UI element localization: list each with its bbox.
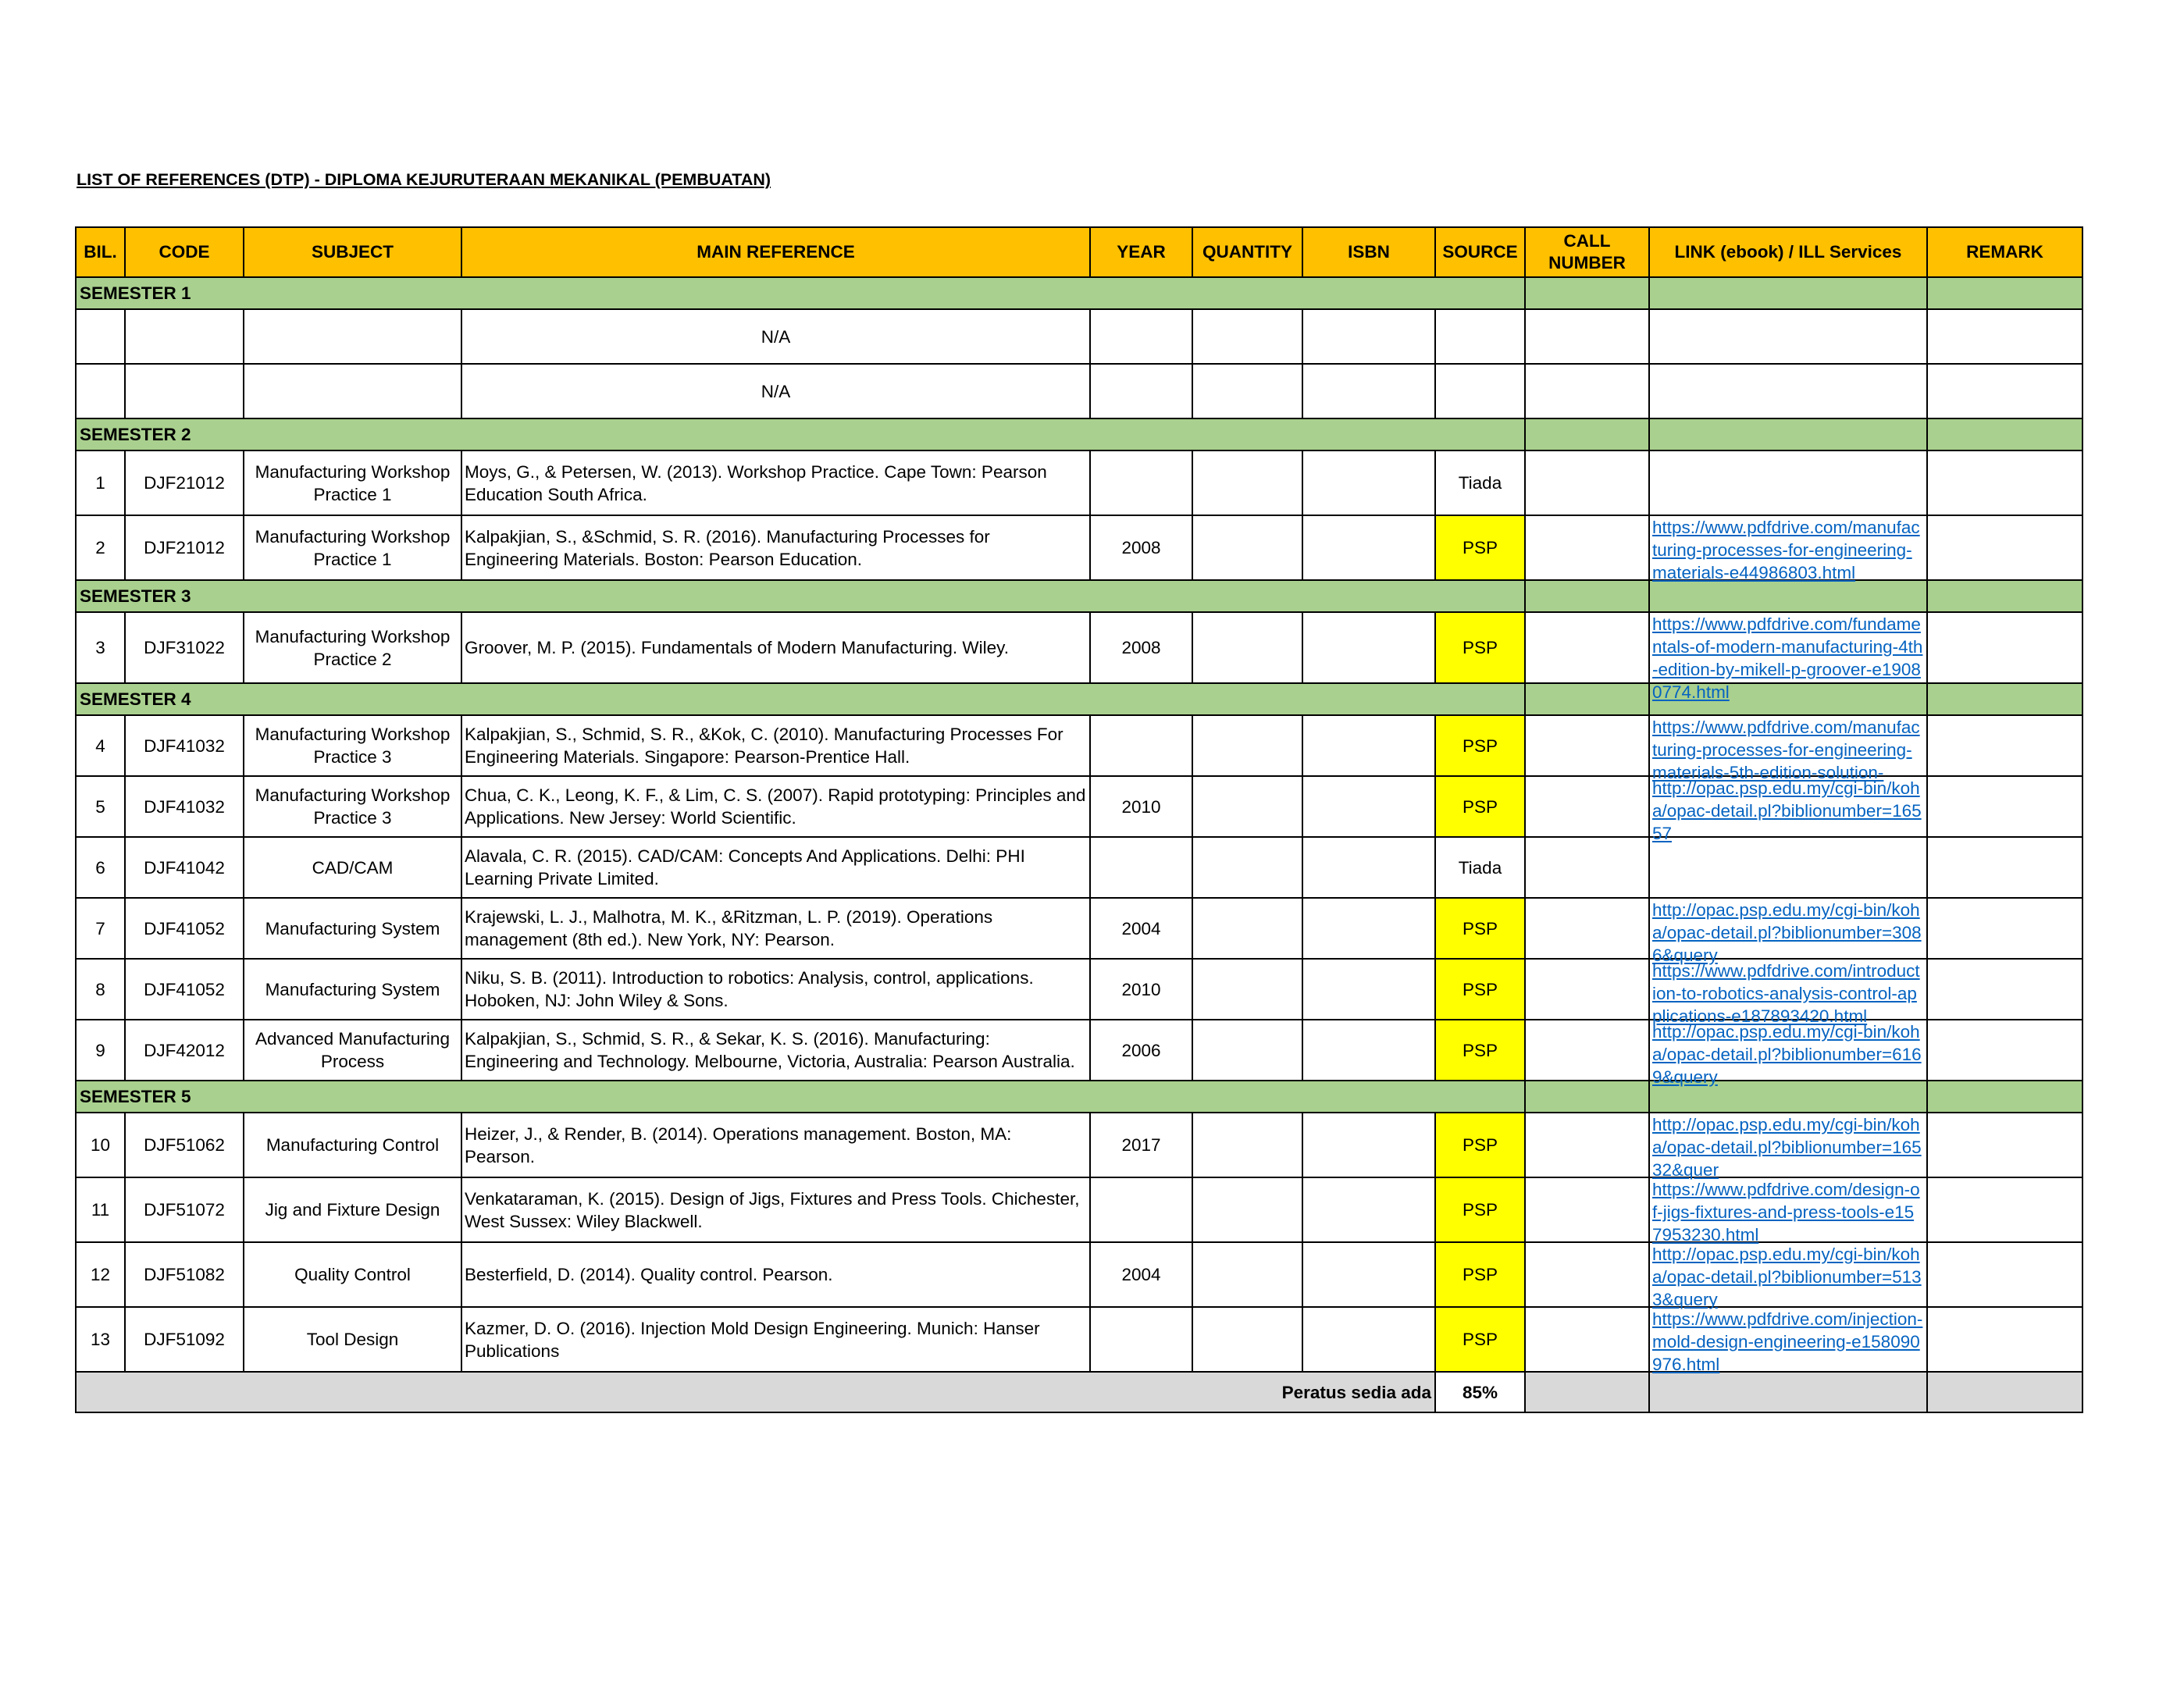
quantity-cell [1192,309,1302,364]
quantity-cell [1192,1177,1302,1242]
semester-label: SEMESTER 1 [76,277,1525,309]
table-row [76,1020,2082,1081]
footer-label: Peratus sedia ada [76,1372,1435,1412]
semester-blank-cell [1927,277,2082,309]
semester-blank-cell [1525,580,1649,612]
table-row [76,1307,2082,1372]
call-number-cell [1525,776,1649,837]
main-reference-cell: Niku, S. B. (2011). Introduction to robotics: Analysis, control, applications. Hoboken, NJ: John Wiley & Sons. [461,959,1090,1020]
semester-blank-cell [1927,418,2082,450]
quantity-cell [1192,450,1302,515]
isbn-cell [1302,837,1435,898]
link-cell [1649,450,1927,515]
code-cell: DJF42012 [125,1020,244,1081]
ebook-link[interactable]: http://opac.psp.edu.my/cgi-bin/koha/opac-detail.pl?biblionumber=3086&query [1652,900,1922,965]
header-code: CODE [125,227,244,277]
ebook-link[interactable]: http://opac.psp.edu.my/cgi-bin/koha/opac-detail.pl?biblionumber=16532&quer [1652,1115,1922,1180]
link-cell[interactable] [1649,612,1927,702]
ebook-link[interactable]: https://www.pdfdrive.com/manufacturing-processes-for-engineering-materials-5th-edition-solution- [1652,718,1920,782]
subject-cell: Manufacturing Workshop Practice 2 [244,612,461,683]
source-cell: PSP [1435,776,1525,837]
code-cell: DJF51062 [125,1113,244,1177]
year-cell: 2006 [1090,1020,1192,1081]
remark-cell [1927,612,2082,683]
link-cell[interactable] [1649,1242,1927,1307]
main-reference-cell: Kalpakjian, S., Schmid, S. R., & Sekar, K. S. (2016). Manufacturing: Engineering and Technology. Melbourne, Victoria, Australia: Pearson Australia. [461,1020,1090,1081]
ebook-link[interactable]: https://www.pdfdrive.com/design-of-jigs-fixtures-and-press-tools-e157953230.html [1652,1180,1920,1245]
quantity-cell [1192,776,1302,837]
header-subject: SUBJECT [244,227,461,277]
semester-blank-cell [1927,1081,2082,1113]
subject-cell: Advanced Manufacturing Process [244,1020,461,1081]
code-cell: DJF51072 [125,1177,244,1242]
bil-cell: 12 [76,1242,125,1307]
ebook-link[interactable]: https://www.pdfdrive.com/introduction-to-robotics-analysis-control-applications-e187893420.html [1652,961,1920,1026]
subject-cell: Tool Design [244,1307,461,1372]
main-reference-cell: Alavala, C. R. (2015). CAD/CAM: Concepts And Applications. Delhi: PHI Learning Private Limited. [461,837,1090,898]
table-row [76,1113,2082,1177]
table-row [76,1242,2082,1307]
quantity-cell [1192,715,1302,776]
quantity-cell [1192,364,1302,418]
year-cell [1090,1307,1192,1372]
code-cell: DJF21012 [125,450,244,515]
year-cell [1090,837,1192,898]
table-row [76,776,2082,837]
bil-cell: 8 [76,959,125,1020]
semester2-row [76,418,2082,450]
subject-cell: Manufacturing Workshop Practice 3 [244,715,461,776]
semester-blank-cell [1525,418,1649,450]
year-cell [1090,1177,1192,1242]
call-number-cell [1525,898,1649,959]
bil-cell: 3 [76,612,125,683]
call-number-cell [1525,1242,1649,1307]
table-row [76,309,2082,364]
bil-cell [76,309,125,364]
ebook-link[interactable]: https://www.pdfdrive.com/injection-mold-design-engineering-e158090976.html [1652,1309,1923,1374]
main-reference-cell: Krajewski, L. J., Malhotra, M. K., &Ritzman, L. P. (2019). Operations management (8th ed.). New York, NY: Pearson. [461,898,1090,959]
remark-cell [1927,1020,2082,1081]
table-row [76,515,2082,580]
year-cell: 2017 [1090,1113,1192,1177]
link-cell[interactable] [1649,1307,1927,1372]
year-cell: 2010 [1090,776,1192,837]
header-link: LINK (ebook) / ILL Services [1649,227,1927,277]
main-reference-cell: Kalpakjian, S., &Schmid, S. R. (2016). Manufacturing Processes for Engineering Materials. Boston: Pearson Education. [461,515,1090,580]
link-cell[interactable] [1649,776,1927,843]
remark-cell [1927,1307,2082,1372]
source-cell [1435,309,1525,364]
bil-cell: 9 [76,1020,125,1081]
link-cell[interactable] [1649,1177,1927,1245]
header-isbn: ISBN [1302,227,1435,277]
year-cell: 2008 [1090,515,1192,580]
main-reference-cell: Kalpakjian, S., Schmid, S. R., &Kok, C. (2010). Manufacturing Processes For Engineering Materials. Singapore: Pearson-Prentice Hall. [461,715,1090,776]
source-cell: PSP [1435,1242,1525,1307]
ebook-link[interactable]: https://www.pdfdrive.com/fundamentals-of-modern-manufacturing-4th-edition-by-mikell-p-groover-e19080774.html [1652,614,1923,702]
call-number-cell [1525,515,1649,580]
footer-blank [1525,1372,1649,1412]
call-number-cell [1525,1113,1649,1177]
semester-label: SEMESTER 5 [76,1081,1525,1113]
call-number-cell [1525,1307,1649,1372]
remark-cell [1927,776,2082,837]
semester-blank-cell [1649,277,1927,309]
table-row [76,450,2082,515]
code-cell: DJF21012 [125,515,244,580]
isbn-cell [1302,898,1435,959]
ebook-link[interactable]: http://opac.psp.edu.my/cgi-bin/koha/opac-detail.pl?biblionumber=6169&query [1652,1022,1922,1087]
quantity-cell [1192,837,1302,898]
quantity-cell [1192,898,1302,959]
semester-blank-cell [1649,418,1927,450]
source-cell: PSP [1435,959,1525,1020]
code-cell: DJF41032 [125,776,244,837]
header-source: SOURCE [1435,227,1525,277]
quantity-cell [1192,1113,1302,1177]
main-reference-cell: Kazmer, D. O. (2016). Injection Mold Design Engineering. Munich: Hanser Publications [461,1307,1090,1372]
semester-label: SEMESTER 4 [76,683,1525,715]
call-number-cell [1525,959,1649,1020]
call-number-cell [1525,309,1649,364]
main-reference-cell: Groover, M. P. (2015). Fundamentals of Modern Manufacturing. Wiley. [461,612,1090,683]
quantity-cell [1192,515,1302,580]
table-row [76,898,2082,959]
year-cell [1090,364,1192,418]
subject-cell: Manufacturing System [244,898,461,959]
table-row [76,612,2082,683]
bil-cell [76,364,125,418]
main-reference-cell: N/A [461,309,1090,364]
source-cell: PSP [1435,515,1525,580]
ebook-link[interactable]: http://opac.psp.edu.my/cgi-bin/koha/opac-detail.pl?biblionumber=16557 [1652,778,1922,843]
link-cell [1649,837,1927,898]
isbn-cell [1302,1242,1435,1307]
source-cell: PSP [1435,1307,1525,1372]
subject-cell: Manufacturing Control [244,1113,461,1177]
subject-cell: Quality Control [244,1242,461,1307]
link-cell [1649,309,1927,364]
code-cell: DJF31022 [125,612,244,683]
isbn-cell [1302,309,1435,364]
code-cell: DJF41032 [125,715,244,776]
table-row [76,959,2082,1020]
reference-table [75,226,2083,1413]
call-number-cell [1525,612,1649,683]
header-main-reference: MAIN REFERENCE [461,227,1090,277]
ebook-link[interactable]: https://www.pdfdrive.com/manufacturing-processes-for-engineering-materials-e44986803.html [1652,518,1920,582]
code-cell: DJF51092 [125,1307,244,1372]
code-cell: DJF41052 [125,959,244,1020]
subject-cell [244,364,461,418]
isbn-cell [1302,1177,1435,1242]
link-cell[interactable] [1649,959,1927,1026]
call-number-cell [1525,450,1649,515]
header-quantity: QUANTITY [1192,227,1302,277]
subject-cell: CAD/CAM [244,837,461,898]
bil-cell: 2 [76,515,125,580]
semester-blank-cell [1525,683,1649,715]
remark-cell [1927,515,2082,580]
source-cell: PSP [1435,612,1525,683]
remark-cell [1927,715,2082,776]
bil-cell: 4 [76,715,125,776]
semester-label: SEMESTER 2 [76,418,1525,450]
isbn-cell [1302,1020,1435,1081]
quantity-cell [1192,1020,1302,1081]
source-cell: Tiada [1435,450,1525,515]
header-bil: BIL. [76,227,125,277]
year-cell: 2008 [1090,612,1192,683]
remark-cell [1927,450,2082,515]
link-cell[interactable] [1649,1020,1927,1087]
remark-cell [1927,959,2082,1020]
remark-cell [1927,1177,2082,1242]
code-cell: DJF41052 [125,898,244,959]
link-cell[interactable] [1649,515,1927,580]
code-cell: DJF41042 [125,837,244,898]
year-cell: 2004 [1090,1242,1192,1307]
footer-blank [1649,1372,1927,1412]
source-cell: PSP [1435,1020,1525,1081]
bil-cell: 13 [76,1307,125,1372]
subject-cell: Manufacturing System [244,959,461,1020]
source-cell: PSP [1435,1177,1525,1242]
call-number-cell [1525,715,1649,776]
header-call-number: CALL NUMBER [1525,227,1649,277]
call-number-cell [1525,837,1649,898]
semester-blank-cell [1927,580,2082,612]
year-cell: 2004 [1090,898,1192,959]
call-number-cell [1525,364,1649,418]
semester3-row [76,580,2082,612]
link-cell[interactable] [1649,1113,1927,1180]
main-reference-cell: N/A [461,364,1090,418]
year-cell [1090,450,1192,515]
document-title: LIST OF REFERENCES (DTP) - DIPLOMA KEJURUTERAAN MEKANIKAL (PEMBUATAN) [77,170,771,189]
table-row [76,715,2082,776]
call-number-cell [1525,1020,1649,1081]
footer-row [76,1372,2082,1412]
bil-cell: 11 [76,1177,125,1242]
main-reference-cell: Moys, G., & Petersen, W. (2013). Workshop Practice. Cape Town: Pearson Education South Africa. [461,450,1090,515]
main-reference-cell: Heizer, J., & Render, B. (2014). Operations management. Boston, MA: Pearson. [461,1113,1090,1177]
isbn-cell [1302,776,1435,837]
semester-blank-cell [1525,1081,1649,1113]
semester4-row [76,683,2082,715]
main-reference-cell: Besterfield, D. (2014). Quality control. Pearson. [461,1242,1090,1307]
isbn-cell [1302,612,1435,683]
footer-blank [1927,1372,2082,1412]
header-year: YEAR [1090,227,1192,277]
subject-cell: Manufacturing Workshop Practice 1 [244,515,461,580]
link-cell [1649,364,1927,418]
isbn-cell [1302,450,1435,515]
quantity-cell [1192,612,1302,683]
subject-cell: Manufacturing Workshop Practice 3 [244,776,461,837]
semester-blank-cell [1927,683,2082,715]
bil-cell: 10 [76,1113,125,1177]
header-row [76,227,2082,277]
isbn-cell [1302,715,1435,776]
source-cell [1435,364,1525,418]
bil-cell: 6 [76,837,125,898]
isbn-cell [1302,515,1435,580]
footer-percentage: 85% [1435,1372,1525,1412]
call-number-cell [1525,1177,1649,1242]
header-remark: REMARK [1927,227,2082,277]
main-reference-cell: Venkataraman, K. (2015). Design of Jigs, Fixtures and Press Tools. Chichester, West Sussex: Wiley Blackwell. [461,1177,1090,1242]
table-body [76,277,2082,1372]
semester-label: SEMESTER 3 [76,580,1525,612]
remark-cell [1927,898,2082,959]
remark-cell [1927,1113,2082,1177]
quantity-cell [1192,1307,1302,1372]
quantity-cell [1192,959,1302,1020]
bil-cell: 1 [76,450,125,515]
table-row [76,837,2082,898]
remark-cell [1927,309,2082,364]
semester-blank-cell [1525,277,1649,309]
semester1-row [76,277,2082,309]
semester-blank-cell [1649,580,1927,612]
source-cell: Tiada [1435,837,1525,898]
subject-cell: Jig and Fixture Design [244,1177,461,1242]
subject-cell: Manufacturing Workshop Practice 1 [244,450,461,515]
code-cell [125,309,244,364]
year-cell [1090,309,1192,364]
table-row [76,1177,2082,1242]
link-cell[interactable] [1649,715,1927,782]
isbn-cell [1302,1113,1435,1177]
remark-cell [1927,837,2082,898]
link-cell[interactable] [1649,898,1927,965]
isbn-cell [1302,364,1435,418]
year-cell: 2010 [1090,959,1192,1020]
remark-cell [1927,364,2082,418]
table-row [76,364,2082,418]
ebook-link[interactable]: http://opac.psp.edu.my/cgi-bin/koha/opac-detail.pl?biblionumber=5133&query [1652,1245,1922,1309]
isbn-cell [1302,959,1435,1020]
code-cell: DJF51082 [125,1242,244,1307]
quantity-cell [1192,1242,1302,1307]
remark-cell [1927,1242,2082,1307]
bil-cell: 7 [76,898,125,959]
subject-cell [244,309,461,364]
main-reference-cell: Chua, C. K., Leong, K. F., & Lim, C. S. (2007). Rapid prototyping: Principles and Applications. New Jersey: World Scientific. [461,776,1090,837]
source-cell: PSP [1435,1113,1525,1177]
isbn-cell [1302,1307,1435,1372]
source-cell: PSP [1435,898,1525,959]
bil-cell: 5 [76,776,125,837]
semester5-row [76,1081,2082,1113]
year-cell [1090,715,1192,776]
source-cell: PSP [1435,715,1525,776]
code-cell [125,364,244,418]
